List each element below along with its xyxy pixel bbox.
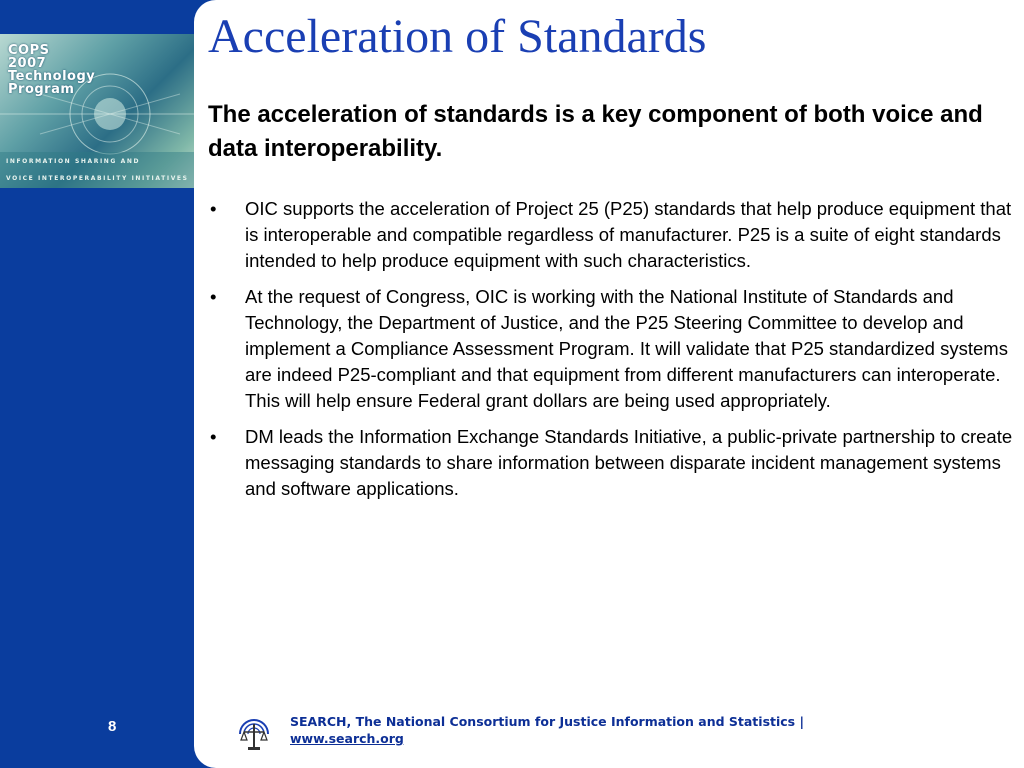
- bullet-dot-icon: •: [210, 286, 217, 307]
- logo-tagline-2: VOICE INTEROPERABILITY INITIATIVES: [6, 175, 189, 182]
- logo-tagline-1: INFORMATION SHARING AND: [6, 158, 141, 165]
- footer-org-name: SEARCH, The National Consortium for Justice Information and Statistics |: [290, 714, 805, 729]
- logo-title: COPS 2007 Technology Program: [8, 43, 96, 97]
- page-number: 8: [108, 718, 117, 735]
- bullet-item: [208, 284, 1013, 414]
- bullet-text: At the request of Congress, OIC is working with the National Institute of Standards and Technology, the Department of Justice, and the P25 Steering Committee to develop and implement a Compliance Assessment Program. It will validate that P25 standardized systems are indeed P25-compliant and that equipment from different manufacturers can interoperate. This will help ensure Federal grant dollars are being used appropriately.: [245, 286, 1008, 411]
- cops-logo: [0, 34, 194, 188]
- bullet-dot-icon: •: [210, 198, 217, 219]
- sidebar: [0, 0, 194, 768]
- slide-subtitle: The acceleration of standards is a key component of both voice and data interoperability.: [208, 101, 983, 162]
- bullet-text: OIC supports the acceleration of Project 25 (P25) standards that help produce equipment that is interoperable and compatible regardless of manufacturer. P25 is a suite of eight standards intended to help produce equipment with such characteristics.: [245, 198, 1012, 271]
- slide-content: [194, 0, 1024, 768]
- bullet-item: [208, 424, 1013, 502]
- footer-text: [290, 713, 804, 747]
- bullet-dot-icon: •: [210, 426, 217, 447]
- slide-title: Acceleration of Standards: [208, 10, 707, 63]
- search-scales-logo-icon: [237, 712, 271, 752]
- footer-url-link[interactable]: www.search.org: [290, 731, 404, 746]
- bullet-text: DM leads the Information Exchange Standards Initiative, a public-private partnership to create messaging standards to share information between disparate incident management systems and software applications.: [245, 426, 1013, 499]
- bullet-item: [208, 196, 1013, 274]
- bullet-list: [208, 196, 1013, 512]
